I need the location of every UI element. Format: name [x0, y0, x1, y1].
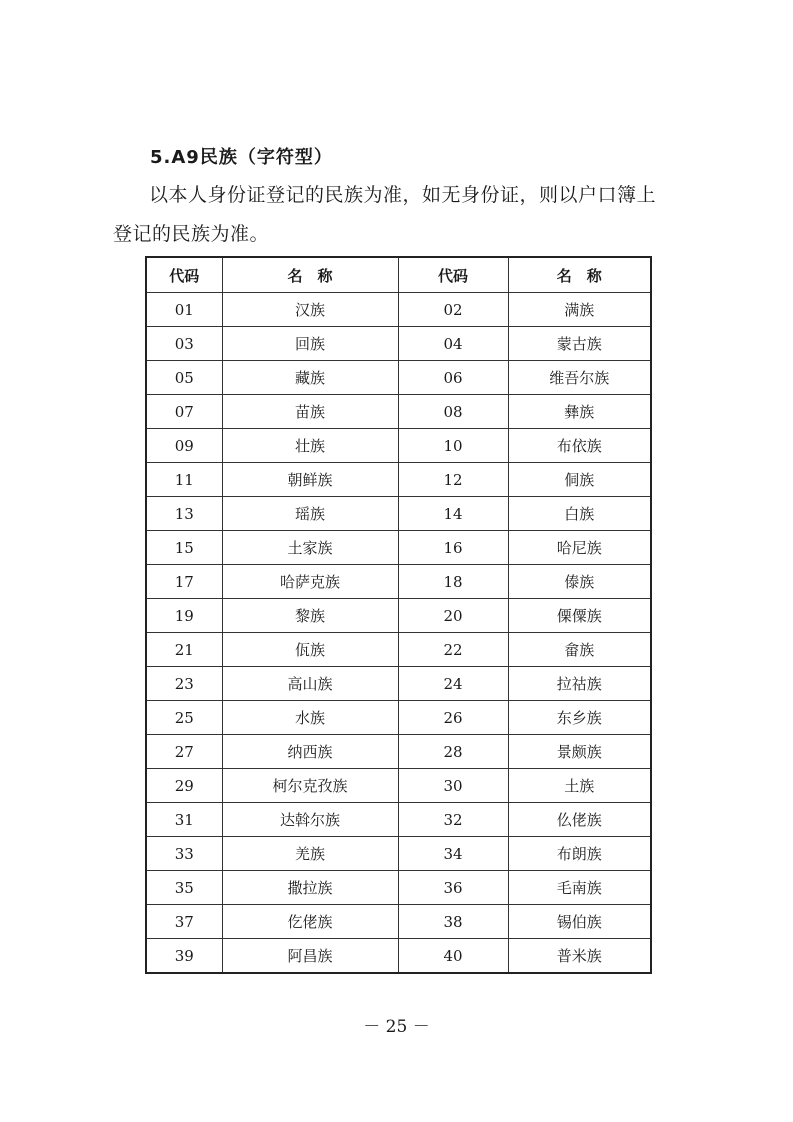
table-row [146, 565, 651, 599]
table-row [146, 497, 651, 531]
table-row [146, 599, 651, 633]
name-cell: 苗族 [222, 395, 398, 429]
table-row [146, 871, 651, 905]
table-row [146, 803, 651, 837]
code-cell: 31 [146, 803, 222, 837]
table-row [146, 667, 651, 701]
code-cell: 29 [146, 769, 222, 803]
name-cell: 毛南族 [508, 871, 651, 905]
code-cell: 34 [398, 837, 508, 871]
code-cell: 33 [146, 837, 222, 871]
name-cell: 撒拉族 [222, 871, 398, 905]
table-row [146, 735, 651, 769]
code-cell: 09 [146, 429, 222, 463]
table-row [146, 905, 651, 939]
code-cell: 21 [146, 633, 222, 667]
code-cell: 07 [146, 395, 222, 429]
name-cell: 土家族 [222, 531, 398, 565]
name-cell: 侗族 [508, 463, 651, 497]
name-cell: 回族 [222, 327, 398, 361]
name-cell: 拉祜族 [508, 667, 651, 701]
name-cell: 汉族 [222, 293, 398, 327]
name-cell: 高山族 [222, 667, 398, 701]
table-row [146, 939, 651, 974]
code-cell: 25 [146, 701, 222, 735]
name-cell: 水族 [222, 701, 398, 735]
table-row [146, 701, 651, 735]
name-cell: 朝鲜族 [222, 463, 398, 497]
name-cell: 傣族 [508, 565, 651, 599]
description-text: 以本人身份证登记的民族为准，如无身份证，则以户口簿上登记的民族为准。 [113, 184, 657, 245]
code-cell: 30 [398, 769, 508, 803]
name-cell: 布朗族 [508, 837, 651, 871]
name-cell: 满族 [508, 293, 651, 327]
code-cell: 02 [398, 293, 508, 327]
code-cell: 35 [146, 871, 222, 905]
header-name-2: 名 称 [508, 257, 651, 293]
name-cell: 东乡族 [508, 701, 651, 735]
page-number: － 25 － [363, 1017, 430, 1037]
name-cell: 哈尼族 [508, 531, 651, 565]
code-cell: 18 [398, 565, 508, 599]
code-cell: 08 [398, 395, 508, 429]
code-cell: 20 [398, 599, 508, 633]
name-cell: 黎族 [222, 599, 398, 633]
code-cell: 38 [398, 905, 508, 939]
table-row [146, 361, 651, 395]
code-cell: 36 [398, 871, 508, 905]
header-code-2: 代码 [398, 257, 508, 293]
header-code-1: 代码 [146, 257, 222, 293]
table-body [146, 293, 651, 974]
name-cell: 佤族 [222, 633, 398, 667]
name-cell: 彝族 [508, 395, 651, 429]
code-cell: 06 [398, 361, 508, 395]
name-cell: 锡伯族 [508, 905, 651, 939]
code-cell: 19 [146, 599, 222, 633]
code-cell: 01 [146, 293, 222, 327]
code-cell: 32 [398, 803, 508, 837]
name-cell: 达斡尔族 [222, 803, 398, 837]
code-cell: 37 [146, 905, 222, 939]
table-row [146, 429, 651, 463]
code-cell: 14 [398, 497, 508, 531]
name-cell: 仫佬族 [508, 803, 651, 837]
section-heading: 5.A9民族（字符型） [150, 147, 333, 168]
code-cell: 05 [146, 361, 222, 395]
name-cell: 藏族 [222, 361, 398, 395]
code-cell: 24 [398, 667, 508, 701]
code-cell: 15 [146, 531, 222, 565]
code-cell: 27 [146, 735, 222, 769]
code-cell: 39 [146, 939, 222, 974]
table-row [146, 293, 651, 327]
ethnicity-code-table [145, 256, 652, 974]
table-row [146, 463, 651, 497]
code-cell: 11 [146, 463, 222, 497]
name-cell: 土族 [508, 769, 651, 803]
name-cell: 瑶族 [222, 497, 398, 531]
code-cell: 13 [146, 497, 222, 531]
table-row [146, 837, 651, 871]
table-row [146, 769, 651, 803]
name-cell: 壮族 [222, 429, 398, 463]
name-cell: 仡佬族 [222, 905, 398, 939]
code-cell: 40 [398, 939, 508, 974]
name-cell: 柯尔克孜族 [222, 769, 398, 803]
name-cell: 蒙古族 [508, 327, 651, 361]
code-cell: 10 [398, 429, 508, 463]
code-cell: 17 [146, 565, 222, 599]
table-row [146, 531, 651, 565]
code-cell: 16 [398, 531, 508, 565]
name-cell: 普米族 [508, 939, 651, 974]
name-cell: 维吾尔族 [508, 361, 651, 395]
name-cell: 景颇族 [508, 735, 651, 769]
code-cell: 12 [398, 463, 508, 497]
table-row [146, 633, 651, 667]
code-cell: 28 [398, 735, 508, 769]
header-name-1: 名 称 [222, 257, 398, 293]
name-cell: 阿昌族 [222, 939, 398, 974]
name-cell: 纳西族 [222, 735, 398, 769]
name-cell: 畲族 [508, 633, 651, 667]
code-cell: 26 [398, 701, 508, 735]
code-cell: 22 [398, 633, 508, 667]
table-row [146, 327, 651, 361]
description-paragraph [113, 176, 673, 254]
code-cell: 03 [146, 327, 222, 361]
name-cell: 哈萨克族 [222, 565, 398, 599]
name-cell: 白族 [508, 497, 651, 531]
name-cell: 傈僳族 [508, 599, 651, 633]
name-cell: 羌族 [222, 837, 398, 871]
name-cell: 布依族 [508, 429, 651, 463]
code-cell: 23 [146, 667, 222, 701]
table-header-row [146, 257, 651, 293]
code-cell: 04 [398, 327, 508, 361]
table-row [146, 395, 651, 429]
